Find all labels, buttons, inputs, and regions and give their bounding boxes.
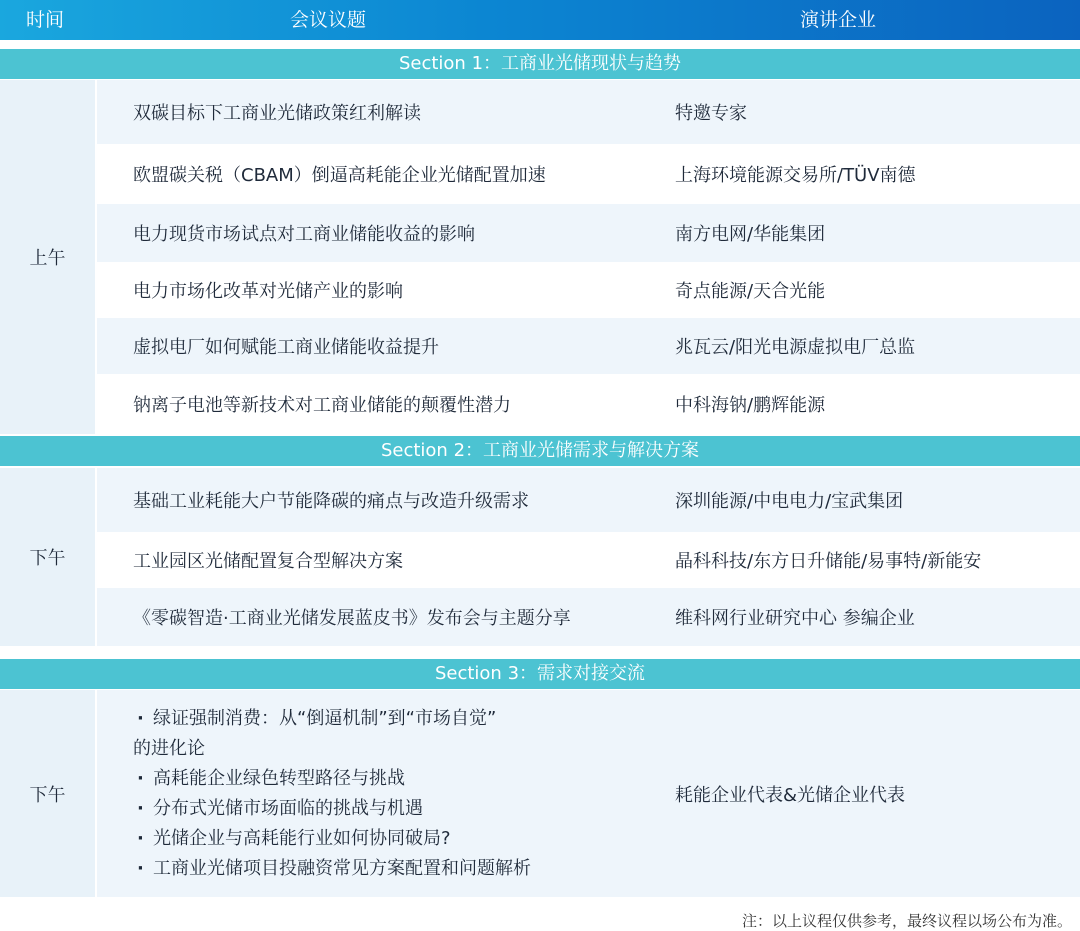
header-company: 演讲企业 (800, 9, 877, 31)
company-cell: 耗能企业代表&光储企业代表 (675, 784, 906, 806)
topic-cell: 工业园区光储配置复合型解决方案 (133, 551, 403, 572)
company-cell: 晶科科技/东方日升储能/易事特/新能安 (675, 551, 982, 572)
bullet-item: · 高耗能企业绿色转型路径与挑战 (133, 764, 603, 794)
table-row (97, 204, 1080, 262)
bullet-item: · 工商业光储项目投融资常见方案配置和问题解析 (133, 854, 603, 884)
company-cell: 深圳能源/中电电力/宝武集团 (675, 491, 904, 512)
company-cell: 兆瓦云/阳光电源虚拟电厂总监 (675, 337, 916, 358)
time-label: 下午 (29, 784, 66, 806)
header-topic: 会议议题 (290, 9, 367, 31)
table-row (97, 588, 1080, 646)
company-cell: 上海环境能源交易所/TÜV南德 (675, 165, 916, 186)
topic-cell: 电力现货市场试点对工商业储能收益的影响 (133, 224, 475, 245)
section-1-title: Section 1：工商业光储现状与趋势 (0, 49, 1080, 79)
company-cell: 奇点能源/天合光能 (675, 281, 826, 302)
bullet-item: · 光储企业与高耗能行业如何协同破局? (133, 824, 603, 854)
bullet-item: · 绿证强制消费：从“倒逼机制”到“市场自觉” (133, 704, 603, 734)
time-label: 下午 (29, 548, 66, 569)
table-row (97, 690, 1080, 897)
bullet-continuation: 的进化论 (133, 738, 205, 759)
bullet-list (133, 704, 603, 884)
table-row (97, 262, 1080, 318)
topic-cell: 钠离子电池等新技术对工商业储能的颠覆性潜力 (133, 395, 511, 416)
company-cell: 维科网行业研究中心 参编企业 (675, 608, 915, 629)
table-row (97, 318, 1080, 374)
footnote: 注：以上议程仅供参考，最终议程以场公布为准。 (741, 912, 1072, 930)
section-1-time (0, 80, 95, 434)
topic-cell: 欧盟碳关税（CBAM）倒逼高耗能企业光储配置加速 (133, 165, 546, 186)
table-row (97, 80, 1080, 144)
bullet-item: · 分布式光储市场面临的挑战与机遇 (133, 794, 603, 824)
topic-cell: 《零碳智造·工商业光储发展蓝皮书》发布会与主题分享 (133, 608, 571, 629)
topic-cell: 虚拟电厂如何赋能工商业储能收益提升 (133, 337, 439, 358)
topic-cell: 电力市场化改革对光储产业的影响 (133, 281, 403, 302)
company-cell: 中科海钠/鹏辉能源 (675, 395, 826, 416)
topic-cell: 双碳目标下工商业光储政策红利解读 (133, 103, 421, 124)
table-row (97, 468, 1080, 532)
company-cell: 南方电网/华能集团 (675, 224, 826, 245)
header-time: 时间 (26, 9, 65, 31)
section-3-title: Section 3：需求对接交流 (0, 659, 1080, 689)
section-3-time (0, 690, 95, 897)
time-label: 上午 (29, 248, 66, 269)
table-row (97, 144, 1080, 204)
table-header (0, 0, 1080, 40)
table-row (97, 532, 1080, 588)
section-2-title: Section 2：工商业光储需求与解决方案 (0, 436, 1080, 466)
section-2-time (0, 468, 95, 646)
table-row (97, 374, 1080, 434)
company-cell: 特邀专家 (675, 103, 747, 124)
topic-cell: 基础工业耗能大户节能降碳的痛点与改造升级需求 (133, 491, 529, 512)
